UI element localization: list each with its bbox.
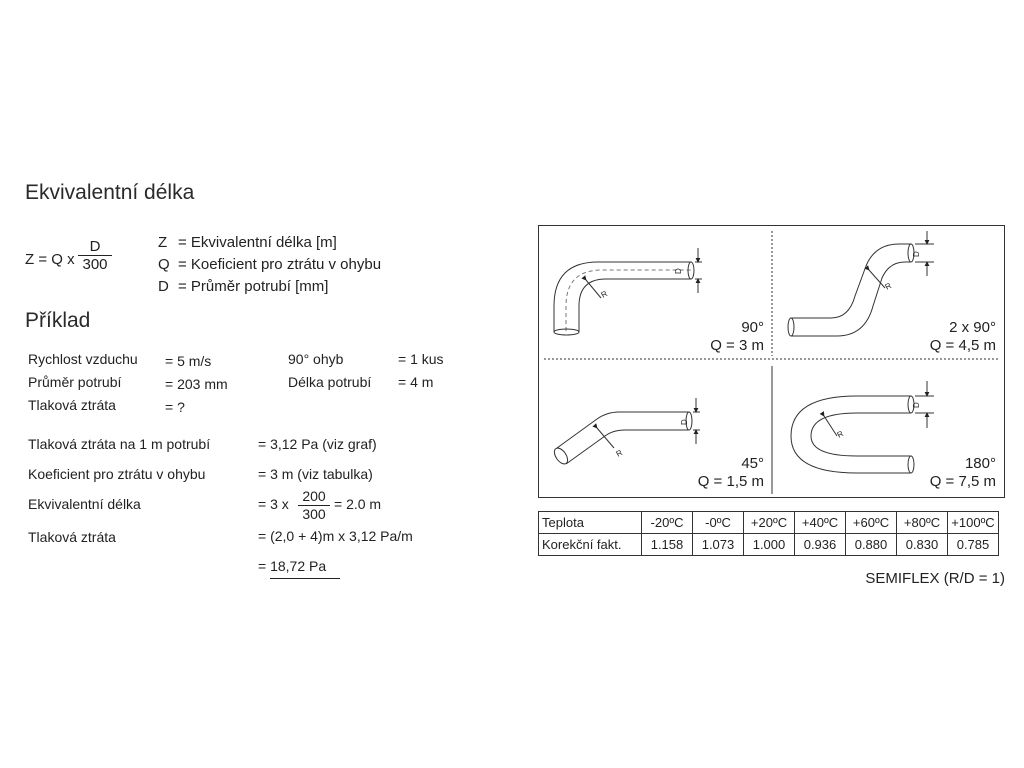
bend-angle: 180° bbox=[964, 455, 996, 472]
legend-symbol: Q bbox=[158, 256, 170, 273]
calc-label-4: Tlaková ztráta bbox=[28, 529, 116, 545]
bend-q: Q = 3 m bbox=[710, 337, 764, 354]
param-label: Rychlost vzduchu bbox=[28, 351, 138, 367]
param-value: = ? bbox=[165, 399, 185, 415]
calc-value-4: = (2,0 + 4)m x 3,12 Pa/m bbox=[258, 528, 413, 544]
formula-legend bbox=[158, 232, 381, 298]
param-label: Tlaková ztráta bbox=[28, 397, 116, 413]
param-value: = 5 m/s bbox=[165, 353, 212, 369]
result-value: = 18,72 Pa bbox=[258, 558, 327, 574]
calc-fraction bbox=[298, 488, 330, 523]
legend-symbol: Z bbox=[158, 234, 168, 251]
table-cell: -20ºC bbox=[642, 512, 693, 534]
table-row bbox=[539, 534, 999, 556]
table-row-header: Korekční fakt. bbox=[539, 534, 642, 556]
table-row bbox=[539, 512, 999, 534]
table-cell: +100ºC bbox=[948, 512, 999, 534]
table-cell: 1.000 bbox=[744, 534, 795, 556]
param-label: 90° ohyb bbox=[288, 351, 344, 367]
dim-d-label: D bbox=[680, 419, 689, 425]
bend-90-drawing bbox=[554, 248, 702, 335]
bend-angle: 45° bbox=[741, 455, 764, 472]
table-cell: +60ºC bbox=[846, 512, 897, 534]
param-value: = 1 kus bbox=[398, 351, 444, 367]
table-cell: 0.936 bbox=[795, 534, 846, 556]
dim-r-label: R bbox=[599, 289, 610, 300]
param-value: = 4 m bbox=[398, 374, 434, 390]
bend-90-label bbox=[710, 319, 764, 355]
product-caption: SEMIFLEX (R/D = 1) bbox=[865, 570, 1005, 587]
bend-angle: 2 x 90° bbox=[949, 319, 996, 336]
bend-diagram-panel bbox=[538, 225, 1005, 498]
bend-q: Q = 7,5 m bbox=[929, 473, 996, 490]
dim-r-label: R bbox=[614, 448, 625, 459]
dim-d-label: D bbox=[674, 268, 683, 274]
bend-2x90-drawing bbox=[788, 231, 934, 336]
bend-2x90-label bbox=[930, 319, 996, 355]
calc-value-3-post: = 2.0 m bbox=[334, 496, 382, 512]
correction-table bbox=[538, 511, 999, 556]
dim-d-label: D bbox=[912, 251, 921, 257]
calc-label-2: Koeficient pro ztrátu v ohybu bbox=[28, 466, 206, 482]
param-label: Průměr potrubí bbox=[28, 374, 122, 390]
table-cell: +40ºC bbox=[795, 512, 846, 534]
formula-fraction bbox=[78, 238, 112, 273]
table-cell: 1.158 bbox=[642, 534, 693, 556]
calc-value-3-pre: = 3 x bbox=[258, 496, 289, 512]
legend-desc: = Ekvivalentní délka [m] bbox=[178, 234, 337, 251]
formula-denominator: 300 bbox=[82, 256, 108, 273]
example-params-labels bbox=[28, 348, 138, 417]
calc-denominator: 300 bbox=[302, 506, 326, 522]
legend-desc: = Průměr potrubí [mm] bbox=[178, 278, 329, 295]
bend-angle: 90° bbox=[741, 319, 764, 336]
table-row-header: Teplota bbox=[539, 512, 642, 534]
calc-numerator: 200 bbox=[298, 488, 330, 506]
example-heading: Příklad bbox=[25, 309, 91, 332]
bend-45-drawing bbox=[552, 398, 700, 466]
bend-180-drawing bbox=[791, 381, 934, 473]
calc-label-3: Ekvivalentní délka bbox=[28, 496, 141, 512]
example-params-values bbox=[165, 350, 228, 419]
calc-label-1: Tlaková ztráta na 1 m potrubí bbox=[28, 436, 211, 452]
formula-lhs: Z = Q x bbox=[25, 251, 75, 268]
dim-r-label: R bbox=[883, 281, 894, 292]
result-underline bbox=[270, 578, 340, 579]
legend-desc: = Koeficient pro ztrátu v ohybu bbox=[178, 256, 382, 273]
table-cell: -0ºC bbox=[693, 512, 744, 534]
formula-numerator: D bbox=[78, 238, 112, 256]
table-cell: +20ºC bbox=[744, 512, 795, 534]
example-params2-values bbox=[398, 348, 444, 394]
bend-45-label bbox=[698, 455, 764, 491]
legend-row bbox=[158, 254, 381, 276]
calc-value-2: = 3 m (viz tabulka) bbox=[258, 466, 373, 482]
table-cell: 1.073 bbox=[693, 534, 744, 556]
param-value: = 203 mm bbox=[165, 376, 228, 392]
table-cell: 0.785 bbox=[948, 534, 999, 556]
example-params2-labels bbox=[288, 348, 371, 394]
table-cell: +80ºC bbox=[897, 512, 948, 534]
table-cell: 0.880 bbox=[846, 534, 897, 556]
legend-row bbox=[158, 276, 381, 298]
dim-r-label: R bbox=[835, 429, 846, 440]
table-cell: 0.830 bbox=[897, 534, 948, 556]
bend-q: Q = 1,5 m bbox=[697, 473, 764, 490]
dim-d-label: D bbox=[912, 402, 921, 408]
calc-value-1: = 3,12 Pa (viz graf) bbox=[258, 436, 377, 452]
legend-row bbox=[158, 232, 381, 254]
bend-q: Q = 4,5 m bbox=[929, 337, 996, 354]
bend-180-label bbox=[930, 455, 996, 491]
legend-symbol: D bbox=[158, 278, 169, 295]
page-title: Ekvivalentní délka bbox=[25, 181, 195, 204]
param-label: Délka potrubí bbox=[288, 374, 372, 390]
